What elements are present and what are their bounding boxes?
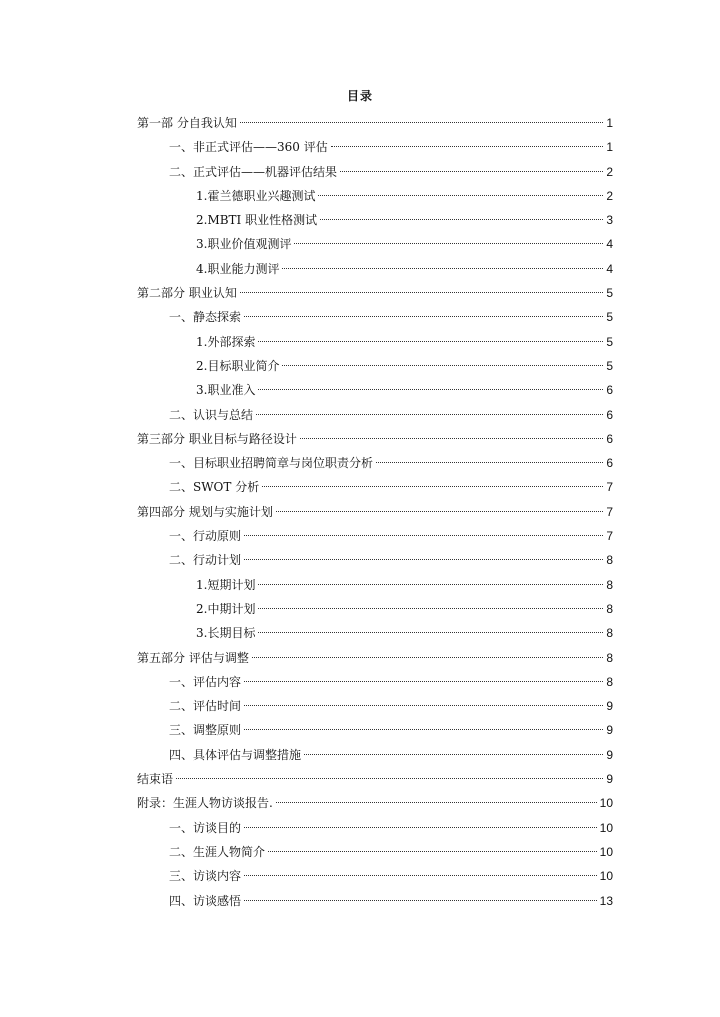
toc-entry[interactable] xyxy=(137,160,613,184)
dot-leader xyxy=(244,875,597,876)
toc-entry-label: 2.目标职业简介 xyxy=(196,358,280,373)
toc-entry-label: 二、正式评估——机器评估结果 xyxy=(169,164,338,179)
toc-entry-page-number: 8 xyxy=(606,650,613,665)
toc-entry[interactable] xyxy=(137,548,613,572)
dot-leader xyxy=(331,146,604,147)
toc-entry[interactable] xyxy=(137,500,613,524)
toc-entry-label: 1.霍兰德职业兴趣测试 xyxy=(196,188,316,203)
toc-entry-label: 1.短期计划 xyxy=(196,577,256,592)
toc-entry-label: 三、访谈内容 xyxy=(169,869,242,884)
dot-leader xyxy=(244,900,597,901)
toc-entry[interactable] xyxy=(137,330,613,354)
dot-leader xyxy=(268,851,597,852)
dot-leader xyxy=(300,438,603,439)
toc-entry[interactable] xyxy=(137,281,613,305)
toc-entry-label: 附录：生涯人物访谈报告. xyxy=(137,796,273,811)
toc-entry-page-number: 2 xyxy=(606,164,613,179)
toc-entry-label: 四、具体评估与调整措施 xyxy=(169,747,302,762)
toc-entry[interactable] xyxy=(137,451,613,475)
toc-entry-page-number: 3 xyxy=(606,213,613,228)
toc-entry-page-number: 5 xyxy=(606,286,613,301)
toc-entry-label: 二、生涯人物简介 xyxy=(169,844,266,859)
toc-entry[interactable] xyxy=(137,427,613,451)
dot-leader xyxy=(258,608,603,609)
toc-entry[interactable] xyxy=(137,257,613,281)
dot-leader xyxy=(304,754,603,755)
toc-entry-page-number: 1 xyxy=(606,116,613,130)
toc-entry[interactable] xyxy=(137,889,613,913)
toc-entry-label: 2.MBTI 职业性格测试 xyxy=(196,213,318,228)
toc-entry-label: 3.职业准入 xyxy=(196,383,256,398)
toc-entry-page-number: 9 xyxy=(606,772,613,787)
dot-leader xyxy=(340,171,603,172)
toc-entry-label: 二、SWOT 分析 xyxy=(169,480,260,495)
dot-leader xyxy=(240,292,603,293)
toc-entry[interactable] xyxy=(137,718,613,742)
toc-entry[interactable] xyxy=(137,208,613,232)
toc-entry[interactable] xyxy=(137,791,613,815)
toc-entry-label: 一、非正式评估——360 评估 xyxy=(169,140,328,155)
toc-entry-label: 第三部分 职业目标与路径设计 xyxy=(137,431,297,446)
toc-entry-page-number: 7 xyxy=(606,529,613,544)
toc-entry[interactable] xyxy=(137,232,613,256)
toc-entry-page-number: 10 xyxy=(599,869,613,884)
toc-entry[interactable] xyxy=(137,670,613,694)
toc-entry[interactable] xyxy=(137,403,613,427)
toc-entry-label: 一、静态探索 xyxy=(169,310,242,325)
toc-entry-page-number: 8 xyxy=(606,577,613,592)
toc-entry-page-number: 8 xyxy=(606,601,613,616)
dot-leader xyxy=(256,414,603,415)
toc-entry[interactable] xyxy=(137,305,613,329)
toc-entry[interactable] xyxy=(137,378,613,402)
toc-entry-page-number: 10 xyxy=(599,820,613,835)
dot-leader xyxy=(244,535,603,536)
dot-leader xyxy=(176,778,603,779)
toc-entry-label: 二、认识与总结 xyxy=(169,407,254,422)
toc-entry[interactable] xyxy=(137,864,613,888)
toc-entry-label: 3.职业价值观测评 xyxy=(196,237,292,252)
dot-leader xyxy=(258,584,603,585)
dot-leader xyxy=(244,681,603,682)
dot-leader xyxy=(262,486,603,487)
toc-entry-label: 一、行动原则 xyxy=(169,529,242,544)
dot-leader xyxy=(240,122,603,123)
dot-leader xyxy=(294,243,603,244)
toc-entry-page-number: 8 xyxy=(606,626,613,641)
toc-entry-page-number: 6 xyxy=(606,456,613,471)
toc-entry[interactable] xyxy=(137,646,613,670)
toc-entry-label: 二、行动计划 xyxy=(169,553,242,568)
toc-entry-label: 2.中期计划 xyxy=(196,601,256,616)
toc-entry-page-number: 5 xyxy=(606,334,613,349)
toc-entry-page-number: 4 xyxy=(606,261,613,276)
toc-entry-label: 一、评估内容 xyxy=(169,674,242,689)
dot-leader xyxy=(244,729,603,730)
toc-entry-label: 一、目标职业招聘简章与岗位职责分析 xyxy=(169,456,374,471)
toc-entry-page-number: 7 xyxy=(606,504,613,519)
toc-entry-label: 结束语 xyxy=(137,772,174,787)
toc-entry[interactable] xyxy=(137,524,613,548)
dot-leader xyxy=(252,657,603,658)
toc-entry-label: 一、访谈目的 xyxy=(169,820,242,835)
toc-title: 目录 xyxy=(346,89,373,103)
dot-leader xyxy=(244,705,603,706)
toc-entry-page-number: 8 xyxy=(606,553,613,568)
toc-entry-page-number: 9 xyxy=(606,747,613,762)
dot-leader xyxy=(320,219,603,220)
toc-entry-page-number: 13 xyxy=(599,893,613,908)
dot-leader xyxy=(244,827,597,828)
toc-entry-page-number: 2 xyxy=(606,188,613,203)
toc-entry-label: 第五部分 评估与调整 xyxy=(137,650,249,665)
toc-entry[interactable] xyxy=(137,694,613,718)
toc-entry-page-number: 4 xyxy=(606,237,613,252)
dot-leader xyxy=(244,559,603,560)
toc-entry-page-number: 8 xyxy=(606,674,613,689)
toc-entry[interactable] xyxy=(137,354,613,378)
dot-leader xyxy=(276,802,597,803)
toc-entry-page-number: 9 xyxy=(606,699,613,714)
toc-entry-page-number: 6 xyxy=(606,431,613,446)
dot-leader xyxy=(258,341,603,342)
toc-entry[interactable] xyxy=(137,816,613,840)
dot-leader xyxy=(258,632,603,633)
toc-entry-label: 第二部分 职业认知 xyxy=(137,286,237,301)
toc-entry-page-number: 5 xyxy=(606,358,613,373)
toc-entry[interactable] xyxy=(137,184,613,208)
toc-entry-page-number: 1 xyxy=(606,140,613,155)
dot-leader xyxy=(282,268,603,269)
toc-entry-page-number: 5 xyxy=(606,310,613,325)
toc-entry[interactable] xyxy=(137,597,613,621)
toc-entry[interactable] xyxy=(137,475,613,499)
toc-entry-label: 第一部 分自我认知 xyxy=(137,116,237,130)
toc-entry-page-number: 7 xyxy=(606,480,613,495)
dot-leader xyxy=(244,316,603,317)
toc-entry[interactable] xyxy=(137,743,613,767)
toc-entry[interactable] xyxy=(137,767,613,791)
toc-entry-label: 1.外部探索 xyxy=(196,334,256,349)
dot-leader xyxy=(282,365,603,366)
toc-entry-page-number: 6 xyxy=(606,407,613,422)
toc-entry-page-number: 9 xyxy=(606,723,613,738)
toc-entry-label: 3.长期目标 xyxy=(196,626,256,641)
dot-leader xyxy=(258,389,603,390)
toc-entry-label: 第四部分 规划与实施计划 xyxy=(137,504,273,519)
toc-entry[interactable] xyxy=(137,135,613,159)
toc-entry-page-number: 10 xyxy=(599,796,613,811)
dot-leader xyxy=(276,511,603,512)
toc-entry-label: 二、评估时间 xyxy=(169,699,242,714)
toc-entry[interactable] xyxy=(137,111,613,135)
toc-entry-label: 三、调整原则 xyxy=(169,723,242,738)
toc-entry-page-number: 10 xyxy=(599,844,613,859)
toc-entry[interactable] xyxy=(137,840,613,864)
toc-entry[interactable] xyxy=(137,573,613,597)
dot-leader xyxy=(318,195,603,196)
toc-entry-label: 四、访谈感悟 xyxy=(169,893,242,908)
toc-entry[interactable] xyxy=(137,621,613,645)
dot-leader xyxy=(376,462,603,463)
table-of-contents xyxy=(137,111,613,913)
toc-entry-label: 4.职业能力测评 xyxy=(196,261,280,276)
toc-entry-page-number: 6 xyxy=(606,383,613,398)
